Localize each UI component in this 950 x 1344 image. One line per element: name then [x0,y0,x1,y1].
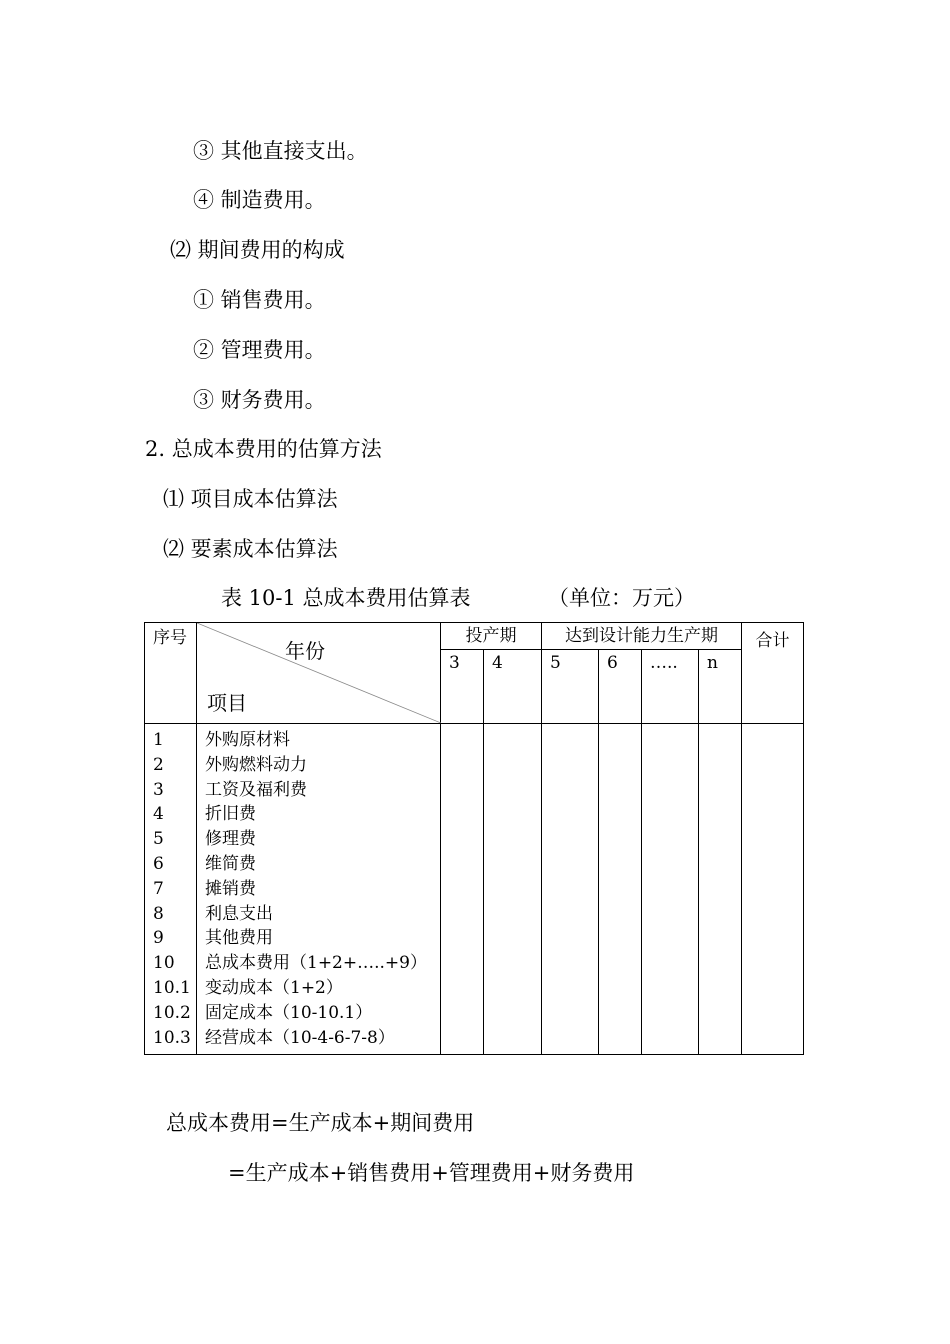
text-line-manufacturing-cost: ④ 制造费用。 [193,188,326,212]
row-item-name: 总成本费用（1+2+…..+9） [205,953,427,974]
row-seq: 5 [153,829,164,850]
row-item-name: 经营成本（10-4-6-7-8） [205,1027,395,1048]
table-body-row [145,724,804,1055]
empty-value-cell [642,724,699,1055]
text-line-other-direct-expense: ③ 其他直接支出。 [193,139,368,163]
item-column [197,724,441,1055]
header-item-label: 项目 [207,691,247,715]
row-seq: 10 [153,953,175,974]
text-line-project-cost-method: ⑴ 项目成本估算法 [163,487,338,511]
text-line-element-cost-method: ⑵ 要素成本估算法 [163,537,338,561]
row-item-name: 利息支出 [205,903,273,924]
header-year-cell: 5 [542,650,599,724]
row-item-name: 固定成本（10-10.1） [205,1002,373,1023]
header-year-cell: ….. [642,650,699,724]
text-line-period-cost-composition: ⑵ 期间费用的构成 [170,238,345,262]
row-item-name: 维简费 [205,853,256,874]
section-heading-estimation-methods: 2. 总成本费用的估算方法 [145,437,382,461]
row-item-name: 修理费 [205,829,256,850]
row-item-name: 变动成本（1+2） [205,977,343,998]
row-seq: 2 [153,754,164,775]
row-seq: 10.2 [153,1002,191,1023]
row-seq: 8 [153,903,164,924]
header-year-label: 年份 [285,639,325,663]
formula-line-2: =生产成本+销售费用+管理费用+财务费用 [228,1161,635,1185]
row-seq: 3 [153,779,164,800]
row-item-name: 外购原材料 [205,730,290,750]
row-seq: 1 [153,730,164,750]
row-seq: 7 [153,878,164,899]
text-line-admin-expense: ② 管理费用。 [193,338,326,362]
table-caption [221,585,695,611]
header-year-cell: 4 [484,650,542,724]
table-header-row-1 [145,623,804,650]
row-item-name: 外购燃料动力 [205,754,307,775]
header-year-cell: n [699,650,742,724]
row-seq: 10.1 [153,977,191,998]
row-item-name: 摊销费 [205,878,256,899]
empty-value-cell [742,724,804,1055]
formula-line-1: 总成本费用=生产成本+期间费用 [166,1111,475,1135]
row-seq: 4 [153,804,164,825]
header-group-invest: 投产期 [441,623,542,650]
text-line-sales-expense: ① 销售费用。 [193,288,326,312]
table-caption-unit: （单位：万元） [548,586,695,610]
table-caption-title: 表 10-1 总成本费用估算表 [221,586,471,610]
row-item-name: 其他费用 [205,928,273,949]
text-line-finance-expense: ③ 财务费用。 [193,388,326,412]
cost-estimate-table [144,622,804,1055]
empty-value-cell [542,724,599,1055]
empty-value-cell [699,724,742,1055]
row-seq: 10.3 [153,1027,191,1048]
row-seq: 9 [153,928,164,949]
empty-value-cell [599,724,642,1055]
header-year-cell: 3 [441,650,484,724]
header-year-cell: 6 [599,650,642,724]
empty-value-cell [484,724,542,1055]
header-seq: 序号 [145,623,197,724]
header-group-design-capacity: 达到设计能力生产期 [542,623,742,650]
row-item-name: 工资及福利费 [205,779,307,800]
row-seq: 6 [153,853,164,874]
seq-column [145,724,197,1055]
header-total: 合计 [742,623,804,724]
empty-value-cell [441,724,484,1055]
header-diagonal-cell [197,623,441,724]
row-item-name: 折旧费 [205,804,256,825]
